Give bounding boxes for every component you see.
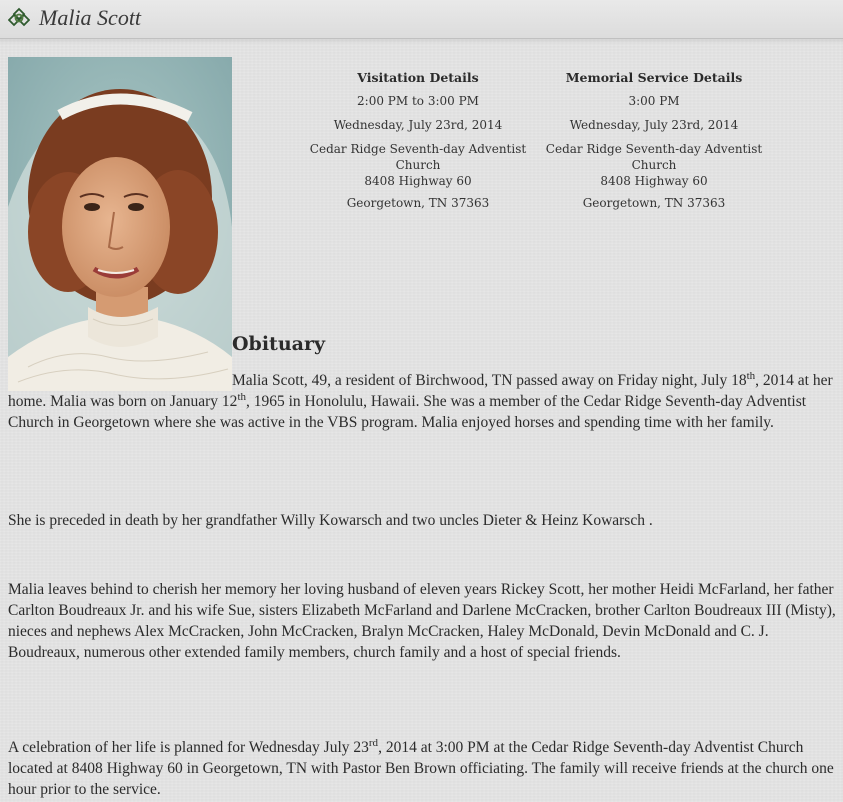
memorial-time: 3:00 PM [628,94,680,108]
visitation-details [298,70,538,219]
visitation-title: Visitation Details [357,70,479,85]
obituary-paragraph-3: Malia leaves behind to cherish her memory her loving husband of eleven years Rickey Scott, her mother Heidi McFarland, her father Carlton Boudreaux Jr. and his wife Sue, sisters Elizabeth McFarland and Darlene McCracken, brother Carlton Boudreaux III (Misty), nieces and nephews Alex McCracken, John McCracken, Bralyn McCracken, Haley McDonald, Devin McDonald and C. J. Boudreaux, numerous other extended family members, church family and a host of special friends. [8,581,836,661]
visitation-place-line2: Church [395,158,441,172]
page-title: Malia Scott [39,5,142,30]
obituary-paragraph-4 [8,737,843,800]
p1-text-b: , 2014 at her home. Malia was born on January 12 [8,372,833,410]
p1-text-a: Malia Scott, 49, a resident of Birchwood, TN passed away on Friday night, July 18 [232,372,747,389]
obituary-paragraph-1 [8,370,843,433]
visitation-time: 2:00 PM to 3:00 PM [357,94,479,108]
visitation-date: Wednesday, July 23rd, 2014 [333,118,503,132]
p1-sup-1: th [746,369,756,382]
visitation-place [298,141,538,189]
obituary-heading: Obituary [232,333,326,355]
visitation-city: Georgetown, TN 37363 [346,196,490,210]
obituary-paragraph-2: She is preceded in death by her grandfather Willy Kowarsch and two uncles Dieter & Heinz Kowarsch . [8,512,653,529]
celtic-knot-icon [8,7,30,29]
p4-text-b: , 2014 at 3:00 PM at the Cedar Ridge Seventh-day Adventist Church located at 8408 Highway 60 in Georgetown, TN with Pastor Ben Brown officiating. The family will receive friends at the church one hour prior to the service. [8,739,834,798]
memorial-place [534,141,774,189]
portrait-photo [8,57,232,391]
memorial-city: Georgetown, TN 37363 [582,196,726,210]
header-shadow [0,38,843,44]
p1-sup-2: th [237,390,246,403]
visitation-address: 8408 Highway 60 [364,174,472,188]
memorial-place-line2: Church [631,158,677,172]
visitation-place-line1: Cedar Ridge Seventh-day Adventist [309,142,527,156]
memorial-details [534,70,774,219]
page-header [0,0,843,39]
p4-text-a: A celebration of her life is planned for Wednesday July 23 [8,739,369,756]
memorial-title: Memorial Service Details [565,70,743,85]
memorial-date: Wednesday, July 23rd, 2014 [569,118,739,132]
memorial-place-line1: Cedar Ridge Seventh-day Adventist [545,142,763,156]
p1-text-c: , 1965 in Honolulu, Hawaii. She was a member of the Cedar Ridge Seventh-day Adventist Church in Georgetown where she was active in the VBS program. Malia enjoyed horses and spending time with her family. [8,393,807,431]
p4-sup: rd [368,736,379,749]
memorial-address: 8408 Highway 60 [600,174,708,188]
